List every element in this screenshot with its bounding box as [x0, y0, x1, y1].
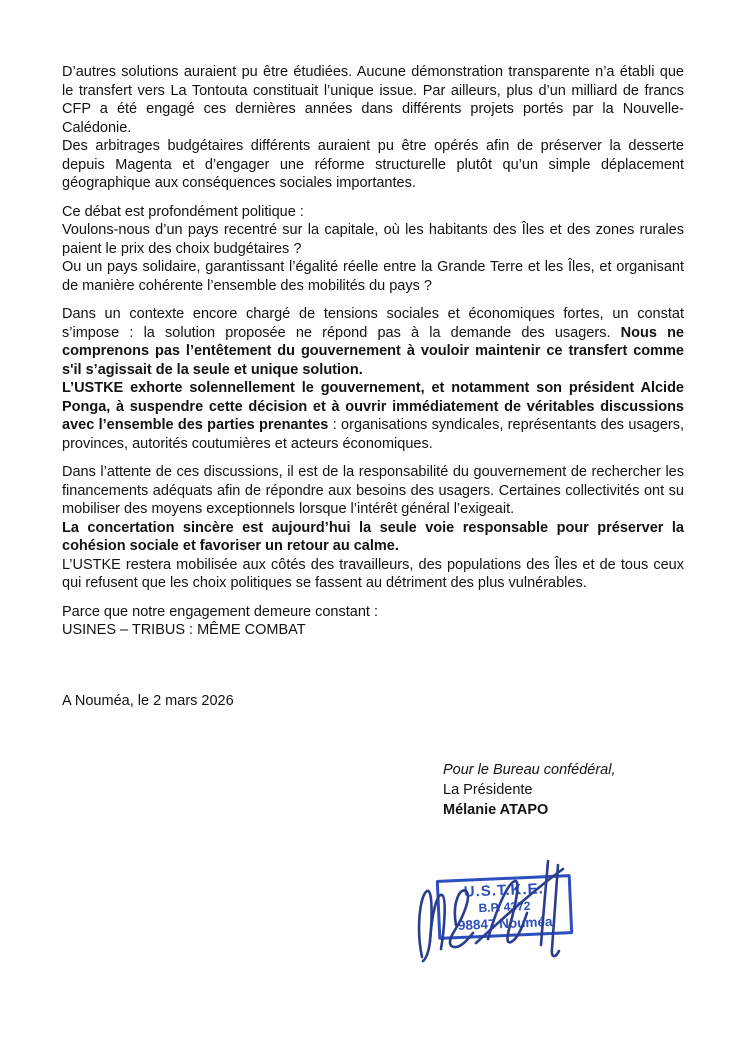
date-place-line — [62, 692, 684, 711]
body-paragraph-11 — [62, 603, 684, 622]
text-run: Voulons-nous d’un pays recentré sur la capitale, où les habitants des Îles et des zones rurales paient le prix des choix budgétaires ? — [62, 222, 684, 257]
body-paragraph-6 — [62, 305, 684, 379]
body-paragraph-3 — [62, 203, 684, 222]
body-paragraph-2 — [62, 137, 684, 193]
signature-title-line: La Présidente — [443, 782, 533, 798]
signature-name-line: Mélanie ATAPO — [443, 802, 549, 818]
body-paragraph-7 — [62, 379, 684, 453]
body-paragraph-4 — [62, 221, 684, 258]
text-run: Ce débat est profondément politique : — [62, 203, 304, 220]
stamp-and-signature — [400, 845, 610, 975]
text-run-bold: La concertation sincère est aujourd’hui la seule voie responsable pour préserver la cohésion sociale et favoriser un retour au calme. — [62, 519, 684, 554]
text-run: Parce que notre engagement demeure constant : — [62, 603, 378, 620]
handwritten-signature-icon — [400, 845, 610, 975]
body-paragraph-9 — [62, 519, 684, 556]
stamp-org-line: U.S.T.K.E. — [463, 880, 545, 901]
slogan-line — [62, 621, 684, 640]
text-run: Dans un contexte encore chargé de tensions sociales et économiques fortes, un constat s’impose : la solution proposée ne répond pas à la demande des usagers. — [62, 306, 684, 341]
text-run: L’USTKE restera mobilisée aux côtés des travailleurs, des populations des Îles et de tous ceux qui refusent que les choix politiques se fassent au détriment des plus vulnérables. — [62, 556, 684, 591]
body-paragraph-5 — [62, 258, 684, 295]
text-run: Dans l’attente de ces discussions, il est de la responsabilité du gouvernement de rechercher les financements adéquats afin de répondre aux besoins des usagers. Certaines collectivités ont su mobiliser des moyens exceptionnels lorsque l’intérêt général l’exigeait. — [62, 464, 684, 517]
body-paragraph-10 — [62, 556, 684, 593]
body-paragraph-1 — [62, 63, 684, 137]
signature-for-line: Pour le Bureau confédéral, — [443, 762, 616, 778]
body-paragraph-8 — [62, 463, 684, 519]
text-run: USINES – TRIBUS : MÊME COMBAT — [62, 622, 306, 638]
text-run: : organisations syndicales, représentants des usagers, provinces, autorités coutumières et acteurs économiques. — [62, 417, 684, 452]
text-run: D’autres solutions auraient pu être étudiées. Aucune démonstration transparente n’a établi que le transfert vers La Tontouta constituait l’unique issue. Par ailleurs, plus d’un milliard de francs CFP a été engagé ces dernières années dans différents projets portés par la Nouvelle-Calédonie. — [62, 64, 684, 136]
stamp-city-line: 98847 Nouméa — [457, 913, 553, 934]
stamp-po-box-line: B.P. 4372 — [478, 898, 531, 916]
text-run: A Nouméa, le 2 mars 2026 — [62, 692, 234, 709]
letter-body — [62, 63, 684, 820]
text-run: Des arbitrages budgétaires différents auraient pu être opérés afin de préserver la desserte depuis Magenta et d’engager une réforme structurelle plutôt qu’un simple déplacement géographique aux conséquences sociales importantes. — [62, 138, 684, 191]
text-run-bold: Nous ne comprenons pas l’entêtement du gouvernement à vouloir maintenir ce transfert comme s'il s’agissait de la seule et unique solution. — [62, 324, 684, 378]
text-run: Ou un pays solidaire, garantissant l’égalité réelle entre la Grande Terre et les Îles, et organisant de manière cohérente l’ensemble des mobilités du pays ? — [62, 259, 684, 294]
signature-block — [443, 760, 684, 820]
text-run-bold: L’USTKE exhorte solennellement le gouvernement, et notamment son président Alcide Ponga, à suspendre cette décision et à ouvrir immédiatement de véritables discussions avec l’ensemble des parties prenantes — [62, 380, 684, 433]
